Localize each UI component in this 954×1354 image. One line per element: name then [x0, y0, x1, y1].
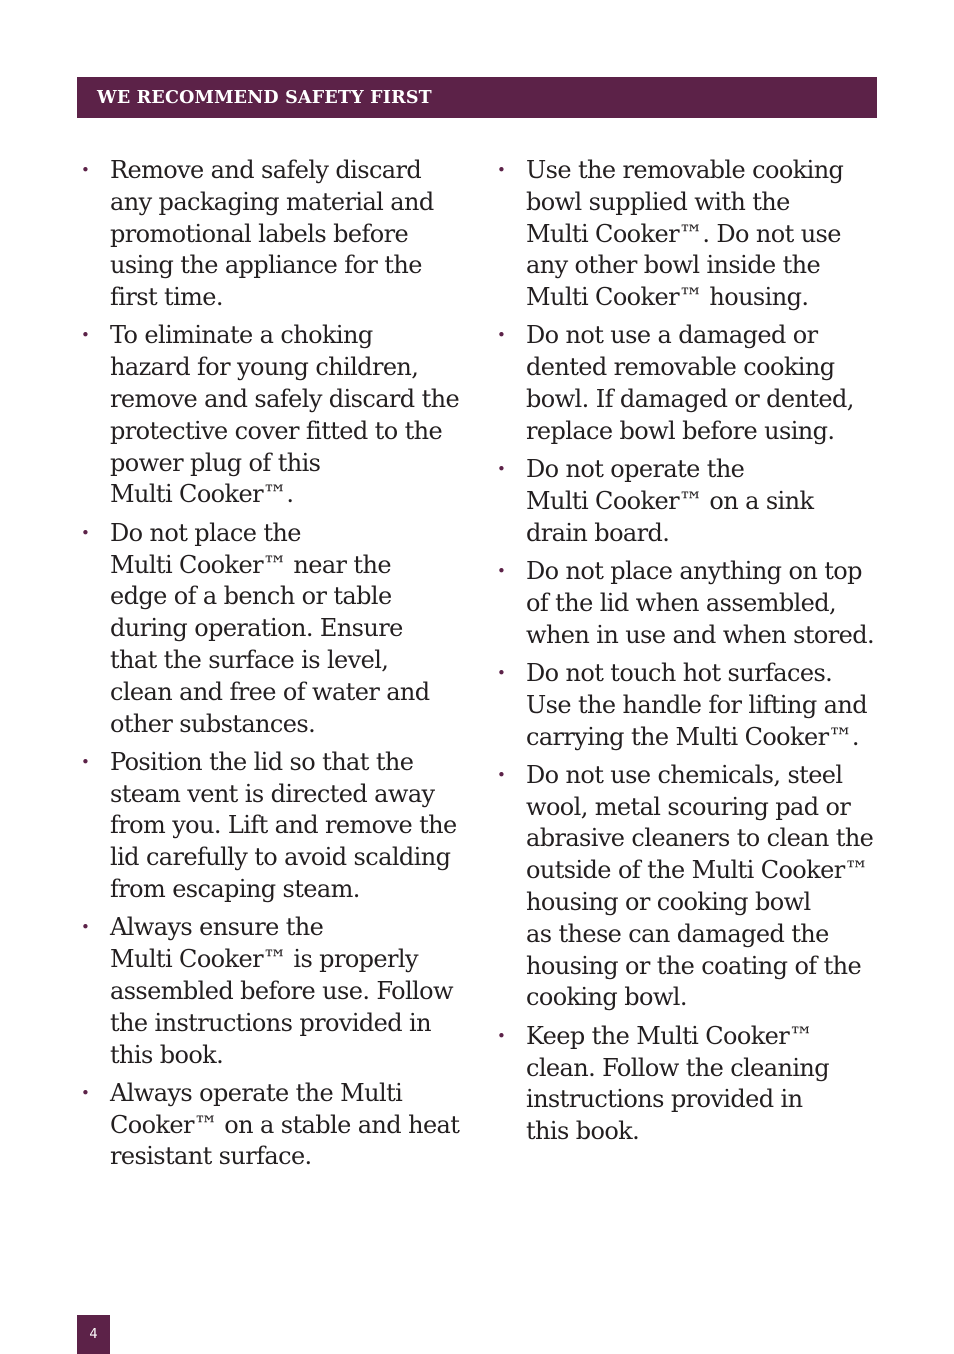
list-item: • Do not touch hot surfaces. Use the handle for lifting and carrying the Multi Cooker™.: [526, 658, 886, 753]
list-item: • Do not use a damaged or dented removable cooking bowl. If damaged or dented, replace bowl before using.: [526, 320, 886, 447]
list-item: • Remove and safely discard any packaging material and promotional labels before using the appliance for the first time.: [110, 155, 470, 314]
list-item: • Always operate the Multi Cooker™ on a stable and heat resistant surface.: [110, 1078, 470, 1173]
list-item: • Use the removable cooking bowl supplied with the Multi Cooker™. Do not use any other bowl inside the Multi Cooker™ housing.: [526, 155, 886, 314]
left-bullet-list: [110, 155, 470, 1180]
page-number: 4: [89, 1327, 98, 1342]
list-item: • Do not use chemicals, steel wool, metal scouring pad or abrasive cleaners to clean the outside of the Multi Cooker™ housing or cooking bowl as these can damaged the housing or the coating of the cooking bowl.: [526, 760, 886, 1014]
section-title: WE RECOMMEND SAFETY FIRST: [97, 87, 432, 108]
list-item: • Position the lid so that the steam vent is directed away from you. Lift and remove the lid carefully to avoid scalding from escaping steam.: [110, 747, 470, 906]
right-bullet-list: [526, 155, 886, 1154]
list-item: • Do not operate the Multi Cooker™ on a sink drain board.: [526, 454, 886, 549]
page-number-badge: [77, 1315, 110, 1354]
list-item: • Keep the Multi Cooker™ clean. Follow the cleaning instructions provided in this book.: [526, 1021, 886, 1148]
list-item: • Do not place the Multi Cooker™ near the edge of a bench or table during operation. Ensure that the surface is level, clean and free of water and other substances.: [110, 518, 470, 741]
list-item: • Do not place anything on top of the lid when assembled, when in use and when stored.: [526, 556, 886, 651]
list-item: • To eliminate a choking hazard for young children, remove and safely discard the protective cover fitted to the power plug of this Multi Cooker™.: [110, 320, 470, 511]
section-header-bar: [77, 77, 877, 118]
list-item: • Always ensure the Multi Cooker™ is properly assembled before use. Follow the instructions provided in this book.: [110, 912, 470, 1071]
